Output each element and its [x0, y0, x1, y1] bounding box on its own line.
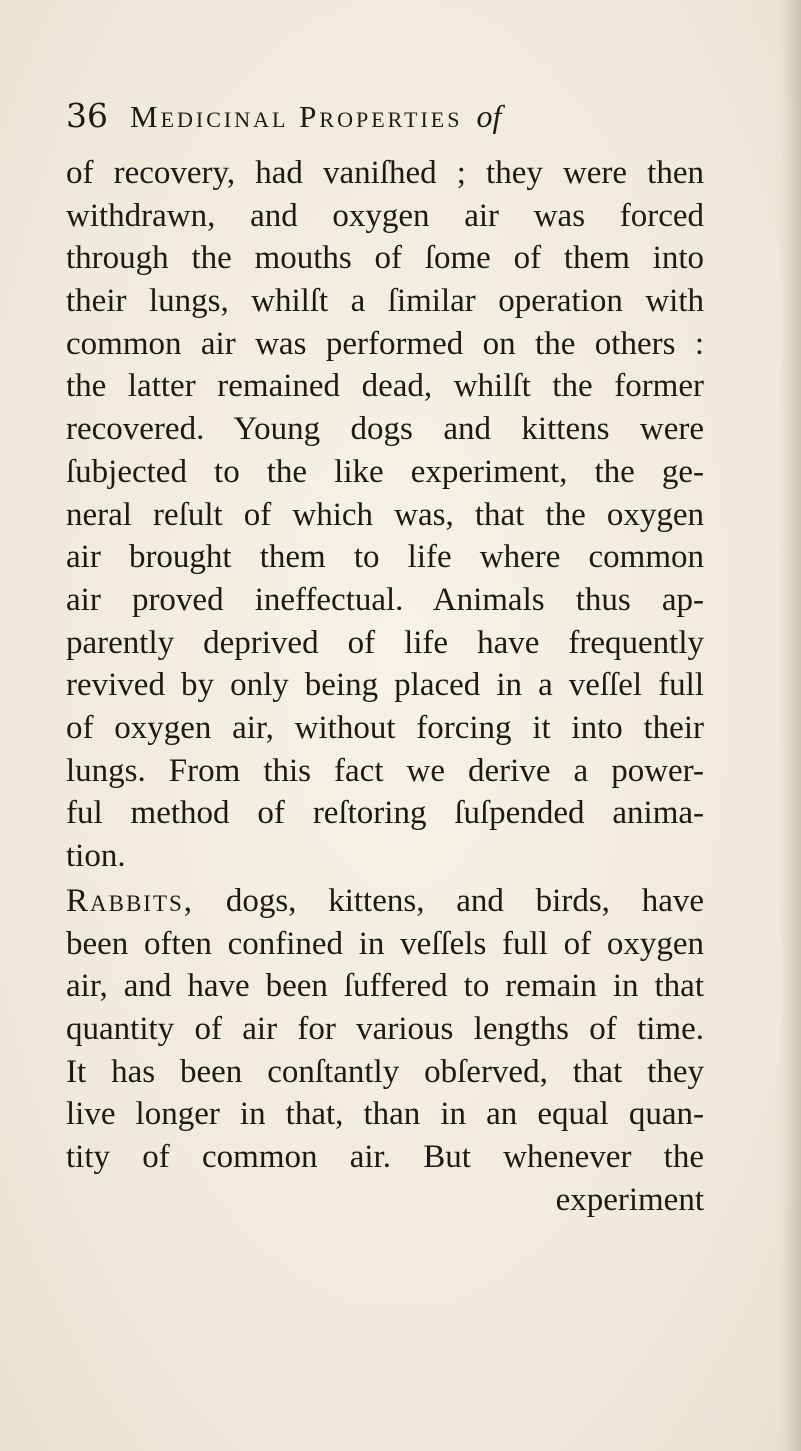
text-line: the latter remained dead, whilſt the former	[66, 368, 704, 405]
text-line: common air was performed on the others :	[66, 325, 704, 362]
text-line: lungs. From this fact we derive a power-	[66, 752, 704, 789]
text-line: ful method of reſtoring ſuſpended anima-	[66, 795, 704, 832]
text-line: of recovery, had vaniſhed ; they were then	[66, 155, 704, 191]
text-line: It has been conſtantly obſerved, that they	[66, 1053, 704, 1090]
page-edge-shadow	[779, 0, 801, 1451]
page-number: 36	[66, 96, 108, 135]
text-line: of oxygen air, without forcing it into their	[66, 709, 704, 746]
text-line: live longer in that, than in an equal quan-	[66, 1096, 704, 1133]
text-line: revived by only being placed in a veſſel full	[66, 667, 704, 704]
first-line-rest: dogs, kittens, and birds, have	[225, 883, 704, 919]
catchword: experiment	[555, 1181, 704, 1218]
text-line: ſubjected to the like experiment, the ge-	[66, 453, 704, 490]
text-line: air, and have been ſuffered to remain in that	[66, 968, 704, 1005]
text-line: their lungs, whilſt a ſimilar operation with	[66, 283, 704, 320]
paragraph-2	[66, 880, 704, 1222]
text-line: air proved ineffectual. Animals thus ap-	[66, 581, 704, 618]
paragraph-1	[66, 152, 704, 878]
text-line: been often confined in veſſels full of oxygen	[66, 925, 704, 962]
text-line: recovered. Young dogs and kittens were	[66, 411, 704, 448]
running-head	[66, 96, 706, 146]
text-line: parently deprived of life have frequently	[66, 624, 704, 661]
lead-word: Rabbits,	[66, 883, 195, 919]
text-line-first	[66, 880, 704, 923]
text-line: tity of common air. But whenever the	[66, 1139, 704, 1176]
text-line: withdrawn, and oxygen air was forced	[66, 197, 704, 234]
text-line: tion.	[66, 838, 126, 874]
running-title-of: of	[476, 98, 502, 134]
text-line: neral reſult of which was, that the oxygen	[66, 496, 704, 533]
running-title: Medicinal Properties	[130, 99, 463, 134]
text-line: through the mouths of ſome of them into	[66, 240, 704, 277]
text-line: quantity of air for various lengths of time.	[66, 1011, 704, 1048]
text-line: air brought them to life where common	[66, 539, 704, 576]
